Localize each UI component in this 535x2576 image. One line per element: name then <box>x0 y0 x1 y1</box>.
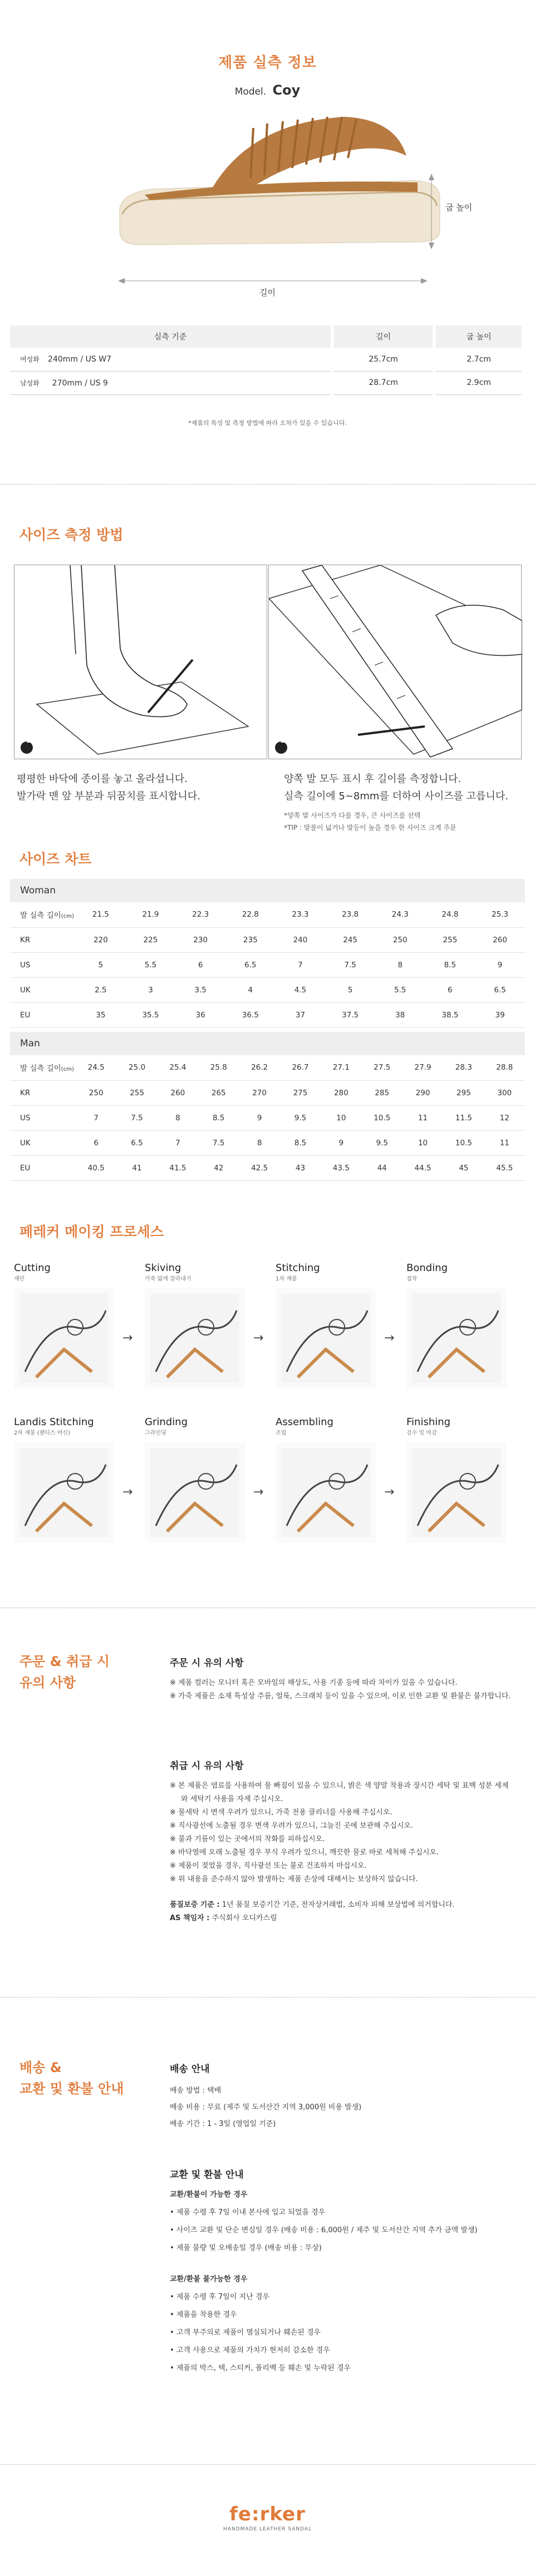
size-cell: 39 <box>475 1002 525 1027</box>
process-step <box>145 1416 245 1542</box>
length-cell: 25.7cm <box>332 348 434 371</box>
impossible-item: • 고객 부주의로 제품이 멸실되거나 훼손된 경우 <box>170 2328 321 2337</box>
impossible-item: • 제품 수령 후 7일이 지난 경우 <box>170 2293 269 2301</box>
step-number: 2 <box>280 736 286 744</box>
arrow-icon: → <box>122 1485 133 1499</box>
table-row <box>10 1080 525 1105</box>
length-cell: 28.7cm <box>332 371 434 394</box>
woman-size-table <box>10 879 525 1028</box>
warranty-text: 1년 품질 보증기간 기준, 전자상거래법, 소비자 피해 보상법에 의거합니다. <box>222 1901 455 1909</box>
size-cell: 8 <box>375 952 425 977</box>
impossible-item: • 제품을 착용한 경우 <box>170 2311 237 2319</box>
size-cell: 245 <box>325 927 375 952</box>
size-cell: 9.5 <box>362 1130 403 1155</box>
size-cell: 8.5 <box>280 1130 321 1155</box>
size-cell: 290 <box>403 1080 443 1105</box>
care-title <box>19 1651 110 1693</box>
as-line <box>170 1912 515 1925</box>
size-cell: 38.5 <box>425 1002 475 1027</box>
size-cell: 10 <box>403 1130 443 1155</box>
impossible-item: • 고객 사용으로 제품의 가치가 현저히 감소한 경우 <box>170 2346 330 2355</box>
size-cell: 25.3 <box>475 902 525 927</box>
handling-item: ※ 직사광선에 노출될 경우 변색 우려가 있으니, 그늘진 곳에 보관해 주십시오. <box>170 1822 414 1830</box>
step1-line: 발가락 맨 앞 부분과 뒤꿈치를 표시합니다. <box>17 790 200 802</box>
size-cell: 2.5 <box>76 977 126 1002</box>
step-illustration <box>145 1288 245 1388</box>
row-label-cell <box>10 371 332 394</box>
sandal-image <box>106 111 451 295</box>
shipping-title-line: 배송 & <box>19 2060 62 2075</box>
order-item: ※ 가죽 제품은 소재 특성상 주름, 얼룩, 스크래치 등이 있을 수 있으며, 이로 인한 교환 및 환불은 불가합니다. <box>170 1692 511 1700</box>
size-cell: 265 <box>198 1080 239 1105</box>
step2-notes <box>284 809 457 834</box>
size-cell: 26.2 <box>239 1055 279 1080</box>
row-label: KR <box>10 927 76 952</box>
table-header-row <box>10 1032 525 1055</box>
step2-line: 실측 길이에 5~8mm를 더하여 사이즈를 고릅니다. <box>284 790 508 802</box>
size-cell: 24.5 <box>76 1055 116 1080</box>
process-step <box>406 1416 507 1542</box>
size-cell: 27.1 <box>321 1055 361 1080</box>
size-cell: 9.5 <box>280 1105 321 1130</box>
product-info-section <box>0 0 535 484</box>
step-subtitle: 접착 <box>406 1276 418 1282</box>
table-row <box>10 1105 525 1130</box>
row-label: KR <box>10 1080 76 1105</box>
size-cell: 23.8 <box>325 902 375 927</box>
exchange-heading: 교환 및 환불 안내 <box>170 2169 244 2181</box>
size-cell: 4.5 <box>276 977 326 1002</box>
footer-logo <box>0 2503 535 2532</box>
size-cell: 23.3 <box>276 902 326 927</box>
size-cell: 8 <box>158 1105 198 1130</box>
size-cell: 25.8 <box>198 1055 239 1080</box>
measure-illustration-1 <box>14 565 267 759</box>
shipping-title <box>19 2057 124 2099</box>
heel-height-label: 굽 높이 <box>445 202 473 212</box>
size-cell: 42 <box>198 1155 239 1180</box>
row-size: 240mm / US W7 <box>48 355 111 364</box>
size-cell: 250 <box>375 927 425 952</box>
row-label: 발 실측 길이(cm) <box>10 902 76 927</box>
size-cell: 22.3 <box>175 902 225 927</box>
delivery-info <box>170 2061 515 2133</box>
size-cell: 27.9 <box>403 1055 443 1080</box>
page-title: 제품 실측 정보 <box>218 55 317 71</box>
step-subtitle: 검수 및 마감 <box>406 1430 437 1436</box>
step-name: Assembling <box>276 1416 333 1428</box>
size-cell: 280 <box>321 1080 361 1105</box>
row-size: 270mm / US 9 <box>52 378 108 388</box>
size-cell: 27.5 <box>362 1055 403 1080</box>
col-header: 실측 기준 <box>10 325 332 348</box>
possible-heading: 교환/환불이 가능한 경우 <box>170 2191 248 2199</box>
row-label: 발 실측 길이(cm) <box>10 1055 76 1080</box>
size-cell: 11 <box>484 1130 525 1155</box>
process-step <box>14 1416 114 1542</box>
step2-note: *양쪽 발 사이즈가 다를 경우, 큰 사이즈를 선택 <box>284 812 421 819</box>
size-cell: 8.5 <box>198 1105 239 1130</box>
size-cell: 6.5 <box>116 1130 157 1155</box>
size-cell: 3 <box>126 977 176 1002</box>
step-subtitle: 2차 재봉 (랜디스 머신) <box>14 1430 70 1436</box>
measurement-note: *제품의 특성 및 측정 방법에 따라 오차가 있을 수 있습니다. <box>188 419 347 427</box>
col-header: 길이 <box>332 325 434 348</box>
size-cell: 240 <box>276 927 326 952</box>
measurement-table <box>10 325 525 395</box>
step-name: Finishing <box>406 1416 451 1428</box>
size-cell: 28.8 <box>484 1055 525 1080</box>
size-cell: 5 <box>76 952 126 977</box>
size-cell: 5.5 <box>126 952 176 977</box>
process-step <box>276 1262 376 1388</box>
size-cell: 26.7 <box>280 1055 321 1080</box>
row-label: EU <box>10 1155 76 1180</box>
size-cell: 36 <box>175 1002 225 1027</box>
measure-section-title: 사이즈 측정 방법 <box>19 527 124 543</box>
size-cell: 44 <box>362 1155 403 1180</box>
process-step <box>276 1416 376 1542</box>
divider <box>0 2464 535 2465</box>
step-name: Landis Stitching <box>14 1416 94 1428</box>
size-cell: 7 <box>76 1105 116 1130</box>
size-cell: 275 <box>280 1080 321 1105</box>
size-cell: 21.9 <box>126 902 176 927</box>
size-cell: 260 <box>475 927 525 952</box>
size-cell: 11 <box>403 1105 443 1130</box>
size-cell: 260 <box>158 1080 198 1105</box>
size-cell: 9 <box>475 952 525 977</box>
step-number: 1 <box>26 736 31 744</box>
step-subtitle: 가죽 얇게 잘라내기 <box>145 1276 192 1282</box>
handling-item: ※ 제품이 젖었을 경우, 직사광선 또는 불로 건조하지 마십시오. <box>170 1862 367 1870</box>
row-label: US <box>10 952 76 977</box>
table-header-row <box>10 879 525 902</box>
heel-cell: 2.9cm <box>434 371 523 394</box>
process-step <box>14 1262 114 1388</box>
table-row <box>10 952 525 977</box>
step-illustration <box>406 1288 507 1388</box>
size-cell: 40.5 <box>76 1155 116 1180</box>
handling-item: ※ 위 내용을 준수하지 않아 발생하는 제품 손상에 대해서는 보상하지 않습니다. <box>170 1875 418 1883</box>
size-cell: 7 <box>158 1130 198 1155</box>
care-title-line: 주문 & 취급 시 <box>19 1654 110 1669</box>
size-cell: 7.5 <box>325 952 375 977</box>
size-cell: 25.0 <box>116 1055 157 1080</box>
row-label: US <box>10 1105 76 1130</box>
size-cell: 24.3 <box>375 902 425 927</box>
step-illustration <box>145 1442 245 1542</box>
size-cell: 235 <box>225 927 276 952</box>
measure-illustration-2 <box>268 565 522 759</box>
size-cell: 285 <box>362 1080 403 1105</box>
size-cell: 8 <box>239 1130 279 1155</box>
size-cell: 21.5 <box>76 902 126 927</box>
step-name: Stitching <box>276 1262 320 1274</box>
size-cell: 12 <box>484 1105 525 1130</box>
size-cell: 3.5 <box>175 977 225 1002</box>
size-chart-title: 사이즈 차트 <box>19 851 92 867</box>
size-cell: 295 <box>443 1080 484 1105</box>
model-line <box>0 82 535 98</box>
delivery-heading: 배송 안내 <box>170 2064 210 2075</box>
size-cell: 35.5 <box>126 1002 176 1027</box>
brand-tagline: HANDMADE LEATHER SANDAL <box>223 2526 312 2532</box>
step1-line: 평평한 바닥에 종이를 놓고 올라섭니다. <box>17 773 188 785</box>
arrow-icon: → <box>253 1485 264 1499</box>
size-cell: 10.5 <box>443 1130 484 1155</box>
step-name: Skiving <box>145 1262 181 1274</box>
size-cell: 11.5 <box>443 1105 484 1130</box>
possible-item: • 사이즈 교환 및 단순 변심일 경우 (배송 비용 : 6,000원 / 제주 및 도서산간 지역 추가 금액 발생) <box>170 2226 478 2234</box>
size-cell: 7.5 <box>116 1105 157 1130</box>
process-title: 페레커 메이킹 프로세스 <box>19 1224 164 1240</box>
size-cell: 38 <box>375 1002 425 1027</box>
step-illustration <box>14 1288 114 1388</box>
shipping-title-line: 교환 및 환불 안내 <box>19 2081 124 2097</box>
step-illustration <box>276 1288 376 1388</box>
size-cell: 43.5 <box>321 1155 361 1180</box>
row-label: EU <box>10 1002 76 1027</box>
step-subtitle: 그라인딩 <box>145 1430 166 1436</box>
size-cell: 35 <box>76 1002 126 1027</box>
order-notes <box>170 1655 515 1703</box>
delivery-item: 배송 기간 : 1 - 3일 (영업일 기준) <box>170 2120 276 2128</box>
step2-note: *TIP : 발볼이 넓거나 발등이 높을 경우 한 사이즈 크게 주문 <box>284 824 457 832</box>
size-cell: 9 <box>239 1105 279 1130</box>
arrow-icon: → <box>384 1331 395 1345</box>
step-name: Grinding <box>145 1416 188 1428</box>
table-row <box>10 927 525 952</box>
size-cell: 36.5 <box>225 1002 276 1027</box>
step2-line: 양쪽 발 모두 표시 후 길이를 측정합니다. <box>284 773 462 785</box>
process-step <box>406 1262 507 1388</box>
as-label: AS 책임자 : <box>170 1914 210 1922</box>
table-row <box>10 1155 525 1180</box>
size-cell: 255 <box>425 927 475 952</box>
impossible-item: • 제품의 박스, 택, 스티커, 폴리백 등 훼손 및 누락된 경우 <box>170 2364 351 2372</box>
row-label: 여성화 <box>20 355 40 364</box>
row-label: UK <box>10 977 76 1002</box>
size-cell: 4 <box>225 977 276 1002</box>
step1-text <box>17 770 200 805</box>
size-cell: 230 <box>175 927 225 952</box>
size-cell: 10 <box>321 1105 361 1130</box>
handling-item: ※ 물세탁 시 변색 우려가 있으니, 가죽 전용 클리너를 사용해 주십시오. <box>170 1808 392 1817</box>
size-cell: 37 <box>276 1002 326 1027</box>
size-cell: 22.8 <box>225 902 276 927</box>
size-cell: 28.3 <box>443 1055 484 1080</box>
size-cell: 7.5 <box>198 1130 239 1155</box>
exchange-info <box>170 2167 515 2377</box>
model-name: Coy <box>272 82 301 98</box>
possible-item: • 제품 불량 및 오배송일 경우 (배송 비용 : 무상) <box>170 2244 322 2252</box>
size-cell: 37.5 <box>325 1002 375 1027</box>
handling-heading: 취급 시 유의 사항 <box>170 1761 244 1772</box>
woman-label: Woman <box>10 879 525 902</box>
man-size-table <box>10 1032 525 1181</box>
size-cell: 6 <box>76 1130 116 1155</box>
size-cell: 24.8 <box>425 902 475 927</box>
process-step <box>145 1262 245 1388</box>
size-cell: 6 <box>425 977 475 1002</box>
handling-notes <box>170 1758 515 1925</box>
table-row <box>10 1055 525 1080</box>
table-row <box>10 977 525 1002</box>
arrow-icon: → <box>384 1485 395 1499</box>
length-label: 길이 <box>259 288 276 298</box>
as-text: 주식회사 오디카스림 <box>212 1914 277 1922</box>
size-cell: 45 <box>443 1155 484 1180</box>
row-label: UK <box>10 1130 76 1155</box>
warranty-label: 품질보증 기준 : <box>170 1901 220 1909</box>
handling-item: ※ 본 제품은 염료를 사용하여 물 빠짐이 있을 수 있으니, 밝은 색 양말 착용과 장시간 세탁 및 표백 성분 세제와 세탁기 사용을 자제 주십시오. <box>170 1782 509 1803</box>
size-cell: 255 <box>116 1080 157 1105</box>
row-label-cell <box>10 348 332 371</box>
step-subtitle: 1차 재봉 <box>276 1276 297 1282</box>
size-cell: 250 <box>76 1080 116 1105</box>
size-cell: 41.5 <box>158 1155 198 1180</box>
man-label: Man <box>10 1032 525 1055</box>
table-row <box>10 902 525 927</box>
size-cell: 44.5 <box>403 1155 443 1180</box>
table-row <box>10 348 523 371</box>
size-cell: 220 <box>76 927 126 952</box>
table-row <box>10 371 523 394</box>
step-subtitle: 조립 <box>276 1430 287 1436</box>
warranty-line <box>170 1898 515 1912</box>
impossible-heading: 교환/환불 불가능한 경우 <box>170 2275 248 2283</box>
step-illustration <box>14 1442 114 1542</box>
arrow-icon: → <box>253 1331 264 1345</box>
size-cell: 300 <box>484 1080 525 1105</box>
order-item: ※ 제품 컬러는 모니터 혹은 모바일의 해상도, 사용 기종 등에 따라 차이가 있을 수 있습니다. <box>170 1679 458 1687</box>
delivery-item: 배송 비용 : 무료 (제주 및 도서산간 지역 3,000원 비용 발생) <box>170 2103 362 2112</box>
size-cell: 5.5 <box>375 977 425 1002</box>
size-cell: 10.5 <box>362 1105 403 1130</box>
possible-item: • 제품 수령 후 7일 이내 본사에 입고 되었을 경우 <box>170 2208 326 2217</box>
size-cell: 7 <box>276 952 326 977</box>
handling-item: ※ 불과 기름이 있는 곳에서의 착화를 피하십시오. <box>170 1835 325 1843</box>
step-name: Cutting <box>14 1262 51 1274</box>
size-cell: 8.5 <box>425 952 475 977</box>
size-cell: 45.5 <box>484 1155 525 1180</box>
step-name: Bonding <box>406 1262 448 1274</box>
size-cell: 5 <box>325 977 375 1002</box>
size-cell: 25.4 <box>158 1055 198 1080</box>
brand-logo: fe:rker <box>229 2503 306 2525</box>
handling-item: ※ 바닥열에 오래 노출될 경우 부식 우려가 있으니, 깨끗한 물로 바로 세척해 주십시오. <box>170 1848 439 1857</box>
table-row <box>10 1002 525 1027</box>
size-cell: 41 <box>116 1155 157 1180</box>
step-illustration <box>276 1442 376 1542</box>
order-heading: 주문 시 유의 사항 <box>170 1658 244 1669</box>
delivery-item: 배송 방법 : 택배 <box>170 2086 222 2095</box>
size-cell: 6.5 <box>475 977 525 1002</box>
size-cell: 225 <box>126 927 176 952</box>
care-title-line: 유의 사항 <box>19 1675 76 1690</box>
step-subtitle: 재단 <box>14 1276 25 1282</box>
step2-text <box>284 770 508 805</box>
size-cell: 43 <box>280 1155 321 1180</box>
size-cell: 42.5 <box>239 1155 279 1180</box>
row-label: 남성화 <box>20 379 40 387</box>
size-cell: 6 <box>175 952 225 977</box>
size-cell: 6.5 <box>225 952 276 977</box>
table-row <box>10 1130 525 1155</box>
size-cell: 9 <box>321 1130 361 1155</box>
arrow-icon: → <box>122 1331 133 1345</box>
col-header: 굽 높이 <box>434 325 523 348</box>
size-cell: 270 <box>239 1080 279 1105</box>
model-label: Model. <box>234 86 267 97</box>
heel-cell: 2.7cm <box>434 348 523 371</box>
step-illustration <box>406 1442 507 1542</box>
